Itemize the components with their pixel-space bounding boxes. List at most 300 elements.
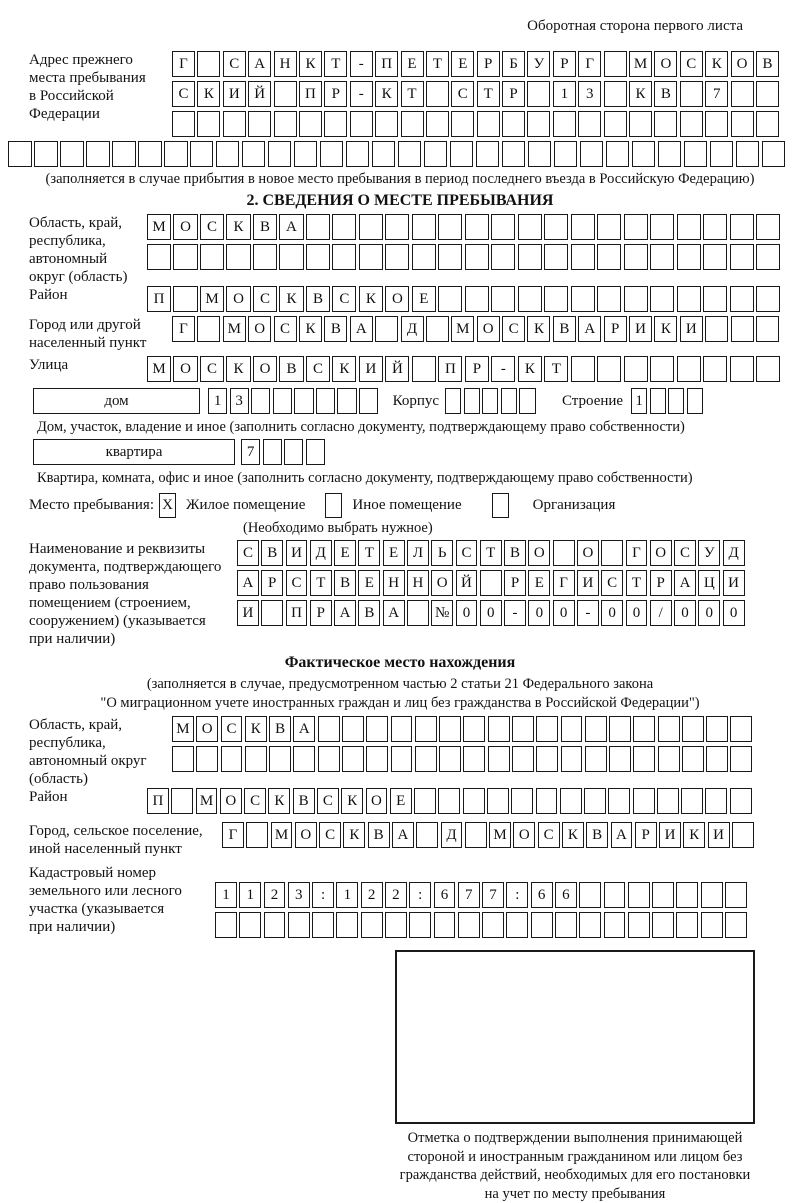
char-cell[interactable]: Д [310,540,332,566]
char-cell[interactable]: 0 [698,600,720,626]
char-cell[interactable] [730,244,754,270]
char-cell[interactable]: С [237,540,259,566]
char-cell[interactable]: С [332,286,356,312]
char-cell[interactable] [732,822,754,848]
char-cell[interactable] [434,912,456,938]
char-cell[interactable]: М [200,286,224,312]
char-cell[interactable] [632,141,656,167]
char-cell[interactable]: К [226,356,250,382]
char-cell[interactable]: - [504,600,526,626]
char-cell[interactable] [196,746,218,772]
char-cell[interactable] [491,286,515,312]
char-cell[interactable] [273,388,292,414]
char-cell[interactable] [571,286,595,312]
char-cell[interactable]: А [334,600,356,626]
char-cell[interactable]: Е [358,570,380,596]
char-cell[interactable] [633,716,655,742]
char-cell[interactable]: Р [477,51,500,77]
char-cell[interactable]: Т [310,570,332,596]
char-cell[interactable] [263,439,282,465]
char-cell[interactable]: 7 [705,81,728,107]
char-cell[interactable] [320,141,344,167]
char-cell[interactable] [571,356,595,382]
char-cell[interactable] [512,716,534,742]
char-cell[interactable]: С [200,356,224,382]
char-cell[interactable]: - [577,600,599,626]
char-cell[interactable] [332,214,356,240]
char-cell[interactable] [293,746,315,772]
char-cell[interactable] [342,746,364,772]
char-cell[interactable]: Р [502,81,525,107]
char-cell[interactable] [585,716,607,742]
char-cell[interactable] [624,356,648,382]
char-cell[interactable]: К [299,51,322,77]
char-cell[interactable] [650,244,674,270]
char-cell[interactable] [650,214,674,240]
char-cell[interactable] [730,286,754,312]
char-cell[interactable]: М [489,822,511,848]
char-cell[interactable] [359,214,383,240]
char-cell[interactable] [597,244,621,270]
char-cell[interactable]: О [528,540,550,566]
char-cell[interactable] [465,214,489,240]
char-cell[interactable]: В [586,822,608,848]
char-cell[interactable] [597,214,621,240]
char-cell[interactable]: Е [412,286,436,312]
char-cell[interactable]: Т [477,81,500,107]
char-cell[interactable] [650,356,674,382]
char-cell[interactable] [482,388,498,414]
char-cell[interactable] [654,111,677,137]
char-cell[interactable]: В [654,81,677,107]
char-cell[interactable] [491,214,515,240]
char-cell[interactable]: А [578,316,601,342]
char-cell[interactable]: С [244,788,266,814]
char-cell[interactable] [609,716,631,742]
char-cell[interactable]: Ь [431,540,453,566]
char-cell[interactable] [480,570,502,596]
char-cell[interactable]: П [375,51,398,77]
char-cell[interactable] [245,746,267,772]
char-cell[interactable]: В [324,316,347,342]
char-cell[interactable]: : [312,882,334,908]
char-cell[interactable] [604,51,627,77]
char-cell[interactable] [554,141,578,167]
char-cell[interactable] [756,286,780,312]
char-cell[interactable]: 6 [434,882,456,908]
char-cell[interactable] [501,388,517,414]
char-cell[interactable] [706,716,728,742]
char-cell[interactable] [677,244,701,270]
char-cell[interactable] [584,788,606,814]
char-cell[interactable] [705,111,728,137]
char-cell[interactable] [361,912,383,938]
checkbox-other-premises[interactable] [325,493,342,518]
char-cell[interactable]: К [527,316,550,342]
char-cell[interactable]: Р [504,570,526,596]
char-cell[interactable] [197,51,220,77]
char-cell[interactable] [706,746,728,772]
char-cell[interactable] [585,746,607,772]
char-cell[interactable] [172,746,194,772]
char-cell[interactable]: Е [334,540,356,566]
char-cell[interactable]: 0 [480,600,502,626]
char-cell[interactable]: Д [723,540,745,566]
char-cell[interactable]: В [253,214,277,240]
char-cell[interactable]: Р [310,600,332,626]
char-cell[interactable] [414,788,436,814]
char-cell[interactable]: 0 [601,600,623,626]
char-cell[interactable] [312,912,334,938]
char-cell[interactable] [731,111,754,137]
char-cell[interactable] [756,356,780,382]
char-cell[interactable] [375,111,398,137]
char-cell[interactable] [681,788,703,814]
char-cell[interactable] [269,746,291,772]
char-cell[interactable] [756,81,779,107]
char-cell[interactable]: О [731,51,754,77]
char-cell[interactable] [482,912,504,938]
char-cell[interactable]: Р [650,570,672,596]
char-cell[interactable] [601,540,623,566]
char-cell[interactable] [650,388,666,414]
char-cell[interactable]: - [350,51,373,77]
char-cell[interactable]: С [253,286,277,312]
char-cell[interactable] [391,746,413,772]
char-cell[interactable] [438,788,460,814]
char-cell[interactable] [608,788,630,814]
char-cell[interactable] [527,81,550,107]
char-cell[interactable] [604,81,627,107]
char-cell[interactable] [216,141,240,167]
char-cell[interactable]: К [654,316,677,342]
char-cell[interactable] [703,356,727,382]
char-cell[interactable] [756,111,779,137]
char-cell[interactable] [628,912,650,938]
char-cell[interactable]: С [172,81,195,107]
char-cell[interactable] [248,111,271,137]
char-cell[interactable]: К [332,356,356,382]
char-cell[interactable]: Т [401,81,424,107]
char-cell[interactable]: С [306,356,330,382]
char-cell[interactable]: М [172,716,194,742]
char-cell[interactable] [306,439,325,465]
char-cell[interactable]: М [223,316,246,342]
char-cell[interactable] [676,912,698,938]
char-cell[interactable]: Т [626,570,648,596]
char-cell[interactable]: - [350,81,373,107]
char-cell[interactable] [536,716,558,742]
char-cell[interactable] [553,111,576,137]
char-cell[interactable] [629,111,652,137]
char-cell[interactable]: О [220,788,242,814]
char-cell[interactable] [488,746,510,772]
char-cell[interactable] [223,111,246,137]
char-cell[interactable] [701,882,723,908]
char-cell[interactable] [264,912,286,938]
char-cell[interactable]: И [708,822,730,848]
char-cell[interactable]: Н [407,570,429,596]
char-cell[interactable] [528,141,552,167]
char-cell[interactable]: 1 [239,882,261,908]
char-cell[interactable]: Г [172,316,195,342]
char-cell[interactable] [536,788,558,814]
char-cell[interactable] [190,141,214,167]
char-cell[interactable] [391,716,413,742]
char-cell[interactable]: Е [401,51,424,77]
char-cell[interactable] [426,316,449,342]
char-cell[interactable]: 0 [674,600,696,626]
char-cell[interactable]: С [319,822,341,848]
char-cell[interactable] [426,111,449,137]
char-cell[interactable]: 0 [553,600,575,626]
char-cell[interactable] [359,388,378,414]
char-cell[interactable] [412,356,436,382]
char-cell[interactable] [324,111,347,137]
char-cell[interactable] [412,244,436,270]
char-cell[interactable] [730,716,752,742]
char-cell[interactable]: В [261,540,283,566]
char-cell[interactable]: Н [274,51,297,77]
char-cell[interactable] [531,912,553,938]
char-cell[interactable] [451,111,474,137]
char-cell[interactable]: С [200,214,224,240]
char-cell[interactable] [416,822,438,848]
char-cell[interactable]: С [274,316,297,342]
char-cell[interactable]: Т [480,540,502,566]
char-cell[interactable] [251,388,270,414]
char-cell[interactable]: О [366,788,388,814]
char-cell[interactable]: А [611,822,633,848]
char-cell[interactable]: А [383,600,405,626]
char-cell[interactable] [571,244,595,270]
char-cell[interactable] [506,912,528,938]
char-cell[interactable]: Е [383,540,405,566]
char-cell[interactable]: 6 [555,882,577,908]
char-cell[interactable] [299,111,322,137]
char-cell[interactable] [682,716,704,742]
char-cell[interactable] [385,244,409,270]
char-cell[interactable]: В [306,286,330,312]
char-cell[interactable]: : [409,882,431,908]
char-cell[interactable]: Т [358,540,380,566]
char-cell[interactable]: А [674,570,696,596]
char-cell[interactable] [710,141,734,167]
char-cell[interactable] [306,244,330,270]
char-cell[interactable] [652,912,674,938]
char-cell[interactable]: К [683,822,705,848]
char-cell[interactable] [401,111,424,137]
char-cell[interactable] [730,746,752,772]
char-cell[interactable] [527,111,550,137]
char-cell[interactable]: О [248,316,271,342]
char-cell[interactable]: М [147,214,171,240]
char-cell[interactable] [684,141,708,167]
char-cell[interactable] [488,716,510,742]
char-cell[interactable]: Й [456,570,478,596]
char-cell[interactable] [604,111,627,137]
char-cell[interactable]: - [491,356,515,382]
char-cell[interactable] [705,788,727,814]
char-cell[interactable] [736,141,760,167]
char-cell[interactable] [680,111,703,137]
char-cell[interactable]: 2 [264,882,286,908]
char-cell[interactable]: 7 [241,439,260,465]
char-cell[interactable] [197,111,220,137]
char-cell[interactable]: С [286,570,308,596]
char-cell[interactable]: 2 [385,882,407,908]
char-cell[interactable]: П [147,286,171,312]
char-cell[interactable] [342,716,364,742]
char-cell[interactable]: А [293,716,315,742]
char-cell[interactable] [606,141,630,167]
char-cell[interactable]: О [385,286,409,312]
char-cell[interactable] [561,746,583,772]
char-cell[interactable] [579,882,601,908]
char-cell[interactable]: К [629,81,652,107]
char-cell[interactable]: К [375,81,398,107]
char-cell[interactable] [173,244,197,270]
char-cell[interactable] [502,111,525,137]
char-cell[interactable]: В [756,51,779,77]
char-cell[interactable]: 7 [482,882,504,908]
char-cell[interactable] [415,716,437,742]
char-cell[interactable]: Ц [698,570,720,596]
char-cell[interactable]: В [504,540,526,566]
char-cell[interactable] [633,788,655,814]
char-cell[interactable]: И [659,822,681,848]
char-cell[interactable]: А [279,214,303,240]
char-cell[interactable] [164,141,188,167]
char-cell[interactable]: О [513,822,535,848]
char-cell[interactable]: О [173,214,197,240]
char-cell[interactable] [173,286,197,312]
char-cell[interactable] [385,214,409,240]
char-cell[interactable]: К [197,81,220,107]
char-cell[interactable]: 3 [288,882,310,908]
char-cell[interactable] [138,141,162,167]
char-cell[interactable]: В [334,570,356,596]
char-cell[interactable] [668,388,684,414]
char-cell[interactable] [705,316,728,342]
char-cell[interactable]: 0 [528,600,550,626]
char-cell[interactable] [677,356,701,382]
char-cell[interactable]: С [317,788,339,814]
char-cell[interactable]: И [286,540,308,566]
char-cell[interactable] [463,788,485,814]
char-cell[interactable] [682,746,704,772]
char-cell[interactable] [518,244,542,270]
char-cell[interactable]: В [368,822,390,848]
char-cell[interactable] [147,244,171,270]
char-cell[interactable]: О [431,570,453,596]
char-cell[interactable] [518,286,542,312]
char-cell[interactable]: И [359,356,383,382]
char-cell[interactable] [375,316,398,342]
char-cell[interactable] [366,746,388,772]
char-cell[interactable]: И [723,570,745,596]
char-cell[interactable] [438,286,462,312]
char-cell[interactable] [624,286,648,312]
char-cell[interactable] [756,244,780,270]
char-cell[interactable] [730,788,752,814]
char-cell[interactable] [8,141,32,167]
char-cell[interactable]: С [674,540,696,566]
char-cell[interactable] [337,388,356,414]
char-cell[interactable] [578,111,601,137]
char-cell[interactable] [756,214,780,240]
char-cell[interactable]: Т [544,356,568,382]
char-cell[interactable]: Б [502,51,525,77]
char-cell[interactable]: Г [553,570,575,596]
char-cell[interactable]: М [271,822,293,848]
char-cell[interactable]: Н [383,570,405,596]
char-cell[interactable] [597,356,621,382]
char-cell[interactable]: 6 [531,882,553,908]
char-cell[interactable] [294,388,313,414]
char-cell[interactable]: М [629,51,652,77]
char-cell[interactable]: 0 [723,600,745,626]
char-cell[interactable] [762,141,786,167]
char-cell[interactable]: Г [172,51,195,77]
char-cell[interactable]: С [451,81,474,107]
char-cell[interactable] [580,141,604,167]
char-cell[interactable]: О [654,51,677,77]
char-cell[interactable] [261,600,283,626]
char-cell[interactable]: : [506,882,528,908]
char-cell[interactable] [86,141,110,167]
char-cell[interactable]: Т [324,51,347,77]
char-cell[interactable]: Р [635,822,657,848]
char-cell[interactable] [346,141,370,167]
char-cell[interactable] [412,214,436,240]
char-cell[interactable] [34,141,58,167]
char-cell[interactable]: 3 [578,81,601,107]
char-cell[interactable] [624,214,648,240]
char-cell[interactable] [465,286,489,312]
char-cell[interactable]: О [295,822,317,848]
char-cell[interactable]: Г [222,822,244,848]
char-cell[interactable]: В [358,600,380,626]
char-cell[interactable] [555,912,577,938]
char-cell[interactable] [274,111,297,137]
char-cell[interactable]: О [196,716,218,742]
char-cell[interactable]: С [502,316,525,342]
char-cell[interactable] [544,214,568,240]
char-cell[interactable] [439,716,461,742]
char-cell[interactable] [464,388,480,414]
char-cell[interactable]: Д [441,822,463,848]
char-cell[interactable]: Л [407,540,429,566]
char-cell[interactable] [703,214,727,240]
char-cell[interactable]: С [223,51,246,77]
char-cell[interactable] [407,600,429,626]
char-cell[interactable] [677,214,701,240]
char-cell[interactable] [703,286,727,312]
char-cell[interactable] [318,716,340,742]
char-cell[interactable] [680,81,703,107]
char-cell[interactable] [463,746,485,772]
char-cell[interactable]: И [237,600,259,626]
char-cell[interactable] [658,746,680,772]
char-cell[interactable] [438,244,462,270]
char-cell[interactable] [60,141,84,167]
char-cell[interactable] [658,716,680,742]
char-cell[interactable]: У [698,540,720,566]
char-cell[interactable] [284,439,303,465]
char-cell[interactable] [560,788,582,814]
char-cell[interactable] [536,746,558,772]
